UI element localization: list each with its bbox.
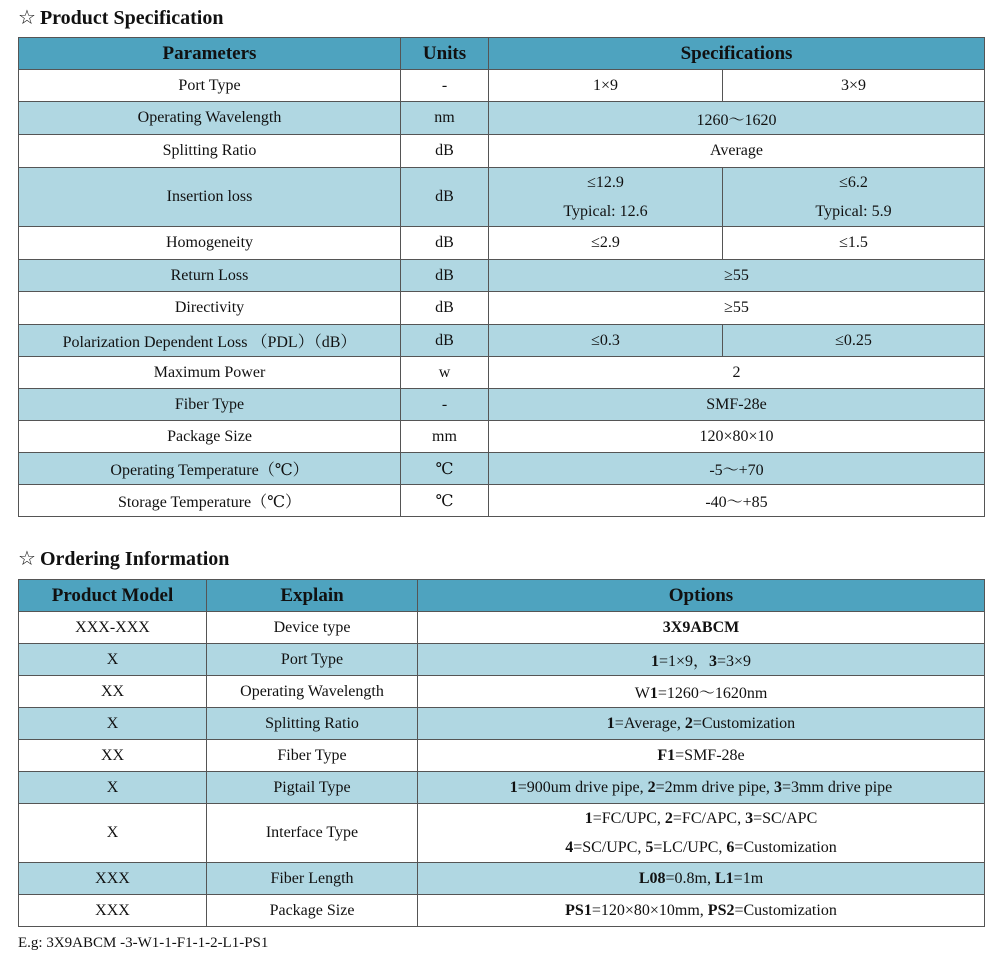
spec-cell: 2 [489,357,985,389]
table-row [19,708,985,740]
param-cell: Polarization Dependent Loss （PDL）（dB） [19,325,401,357]
option-code: 1 [606,714,615,732]
option-code: L1 [715,869,734,887]
table-row [19,357,985,389]
option-value: =SMF-28e [675,746,745,764]
spec-cell: -40～+85 [489,485,985,517]
table-row [19,644,985,676]
spec-max-value: ≤12.9 [587,174,624,191]
options-cell [418,612,985,644]
model-cell: XX [19,676,207,708]
options-cell [418,740,985,772]
explain-cell: Fiber Type [207,740,418,772]
table-row [19,453,985,485]
model-cell: XXX-XXX [19,612,207,644]
option-code: 3 [745,810,754,827]
option-code: 1 [584,810,593,827]
unit-cell: mm [401,421,489,453]
param-cell: Port Type [19,70,401,102]
explain-cell: Pigtail Type [207,772,418,804]
option-code: 1 [509,778,518,796]
param-cell: Return Loss [19,260,401,292]
unit-cell: - [401,389,489,421]
unit-cell: nm [401,102,489,135]
table-row [19,168,985,227]
option-value: =LC/UPC, [653,839,727,856]
option-code: 2 [684,714,693,732]
star-icon: ☆ [18,546,36,570]
spec-cell: Average [489,135,985,168]
option-value: =Customization [734,839,837,856]
options-cell [418,804,985,863]
spec-cell: ≤0.25 [723,325,985,357]
explain-cell: Splitting Ratio [207,708,418,740]
unit-cell: - [401,70,489,102]
model-cell: XX [19,740,207,772]
option-value: =Average, [614,714,685,732]
spec-cell: ≥55 [489,292,985,325]
option-value: =Customization [692,714,796,732]
option-code: 3 [773,778,782,796]
option-value: =1×9， [658,653,709,670]
spec-header-row [19,38,985,70]
option-value: =3×9 [717,653,752,670]
header-units: Units [401,38,489,70]
ordering-table [18,579,985,927]
option-value: =1m [733,869,764,887]
option-code: PS1 [565,901,592,919]
unit-cell: ℃ [401,453,489,485]
param-cell: Operating Wavelength [19,102,401,135]
option-prefix: W [634,685,650,702]
explain-cell: Port Type [207,644,418,676]
param-cell: Insertion loss [19,168,401,227]
ordering-heading: Ordering Information [39,548,230,570]
model-cell: X [19,644,207,676]
option-value: =SC/APC [753,810,818,827]
option-code: 3X9ABCM [662,618,740,636]
option-value: =SC/UPC, [573,839,646,856]
table-row [19,260,985,292]
explain-cell: Device type [207,612,418,644]
model-cell: X [19,708,207,740]
spec-cell: 1260～1620 [489,102,985,135]
option-value: =0.8m, [665,869,715,887]
model-cell: XXX [19,863,207,895]
table-row [19,102,985,135]
unit-cell: dB [401,227,489,260]
options-cell [418,644,985,676]
options-line [418,833,984,862]
explain-cell: Package Size [207,895,418,927]
option-value: =3mm drive pipe [781,778,893,796]
param-cell: Storage Temperature（℃） [19,485,401,517]
explain-cell: Fiber Length [207,863,418,895]
option-code: 5 [645,839,654,856]
ordering-header-row [19,580,985,612]
option-value: =1260～1620nm [657,685,768,702]
spec-heading: Product Specification [39,7,224,29]
header-product-model: Product Model [19,580,207,612]
option-code: L08 [638,869,666,887]
spec-cell [723,168,985,227]
option-code: 6 [726,839,735,856]
options-cell [418,863,985,895]
model-cell: X [19,772,207,804]
param-cell: Splitting Ratio [19,135,401,168]
option-code: 1 [649,685,658,702]
option-code: PS2 [707,901,735,919]
table-row [19,135,985,168]
table-row [19,740,985,772]
unit-cell: dB [401,292,489,325]
option-value: =FC/UPC, [592,810,665,827]
table-row [19,421,985,453]
unit-cell: w [401,357,489,389]
explain-cell: Interface Type [207,804,418,863]
unit-cell: dB [401,260,489,292]
option-code: 2 [664,810,673,827]
param-cell: Homogeneity [19,227,401,260]
param-cell: Fiber Type [19,389,401,421]
option-code: F1 [657,746,676,764]
header-parameters: Parameters [19,38,401,70]
table-row [19,772,985,804]
options-cell [418,676,985,708]
header-specifications: Specifications [489,38,985,70]
model-cell: X [19,804,207,863]
options-line [418,804,984,833]
option-code: 4 [565,839,574,856]
table-row [19,70,985,102]
option-code: 1 [650,653,659,670]
options-cell [418,772,985,804]
ordering-section-title [18,546,229,570]
option-value: =120×80×10mm, [591,901,708,919]
spec-section-title [18,5,223,29]
option-value: =2mm drive pipe, [655,778,774,796]
options-cell [418,895,985,927]
option-value: =900um drive pipe, [517,778,648,796]
table-row [19,863,985,895]
spec-table [18,37,985,517]
spec-cell: SMF-28e [489,389,985,421]
table-row [19,485,985,517]
table-row [19,612,985,644]
spec-cell: 3×9 [723,70,985,102]
param-cell: Maximum Power [19,357,401,389]
table-row [19,292,985,325]
example-code: E.g: 3X9ABCM -3-W1-1-F1-1-2-L1-PS1 [18,935,269,951]
spec-cell: 1×9 [489,70,723,102]
unit-cell: dB [401,168,489,227]
param-cell: Directivity [19,292,401,325]
spec-cell: ≤1.5 [723,227,985,260]
spec-max-value: ≤6.2 [839,174,868,191]
unit-cell: dB [401,135,489,168]
unit-cell: ℃ [401,485,489,517]
table-row [19,804,985,863]
option-value: =FC/APC, [672,810,746,827]
spec-cell: 120×80×10 [489,421,985,453]
header-explain: Explain [207,580,418,612]
options-cell [418,708,985,740]
table-row [19,227,985,260]
table-row [19,389,985,421]
spec-cell: -5～+70 [489,453,985,485]
option-value: =Customization [734,901,837,919]
spec-cell: ≤0.3 [489,325,723,357]
table-row [19,325,985,357]
spec-cell: ≤2.9 [489,227,723,260]
unit-cell: dB [401,325,489,357]
spec-typical-value: Typical: 12.6 [563,203,648,220]
option-code: 3 [709,653,717,670]
option-code: 2 [647,778,656,796]
table-row [19,895,985,927]
table-row [19,676,985,708]
param-cell: Package Size [19,421,401,453]
spec-cell: ≥55 [489,260,985,292]
model-cell: XXX [19,895,207,927]
header-options: Options [418,580,985,612]
spec-cell [489,168,723,227]
spec-typical-value: Typical: 5.9 [815,203,892,220]
param-cell: Operating Temperature（℃） [19,453,401,485]
explain-cell: Operating Wavelength [207,676,418,708]
star-icon: ☆ [18,5,36,29]
